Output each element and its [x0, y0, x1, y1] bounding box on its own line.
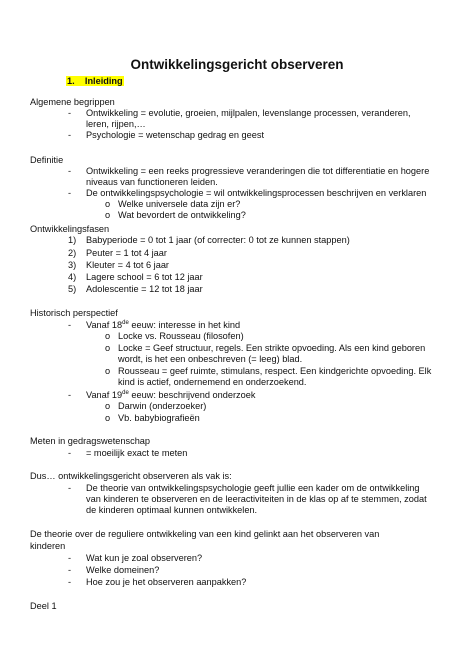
sub-list-marker: o	[105, 366, 111, 376]
sub-list-item-text: Locke vs. Rousseau (filosofen)	[118, 331, 244, 341]
list-item-text: Hoe zou je het observeren aanpakken?	[86, 577, 247, 587]
numbered-marker: 4)	[68, 272, 77, 282]
section-number: 1.	[67, 76, 75, 86]
sub-list-marker: o	[105, 343, 111, 353]
numbered-marker: 5)	[68, 284, 77, 294]
section-title: Inleiding	[84, 76, 123, 86]
numbered-item-text: Kleuter = 4 tot 6 jaar	[86, 260, 169, 270]
numbered-marker: 2)	[68, 248, 77, 258]
sub-list-item-text: Vb. babybiografieën	[118, 413, 200, 423]
list-item-text: Vanaf 18de eeuw: interesse in het kind	[86, 319, 241, 330]
list-marker: -	[68, 166, 72, 176]
list-item-text: niveaus van functioneren leiden.	[86, 177, 218, 187]
numbered-marker: 1)	[68, 235, 77, 245]
sub-list-marker: o	[105, 210, 111, 220]
list-item-text: Vanaf 19de eeuw: beschrijvend onderzoek	[86, 389, 256, 400]
numbered-marker: 3)	[68, 260, 77, 270]
numbered-item-text: Adolescentie = 12 tot 18 jaar	[86, 284, 203, 294]
sub-list-marker: o	[105, 413, 111, 423]
heading-ontwikkelingsfasen: Ontwikkelingsfasen	[30, 224, 110, 234]
heading-dus: Dus… ontwikkelingsgericht observeren als vak is:	[30, 471, 232, 481]
sub-list-marker: o	[105, 199, 111, 209]
list-marker: -	[68, 448, 72, 458]
sub-list-item-text: Locke = Geef structuur, regels. Een strikte opvoeding. Als een kind geboren	[118, 343, 426, 353]
heading-definitie: Definitie	[30, 155, 64, 165]
sub-list-item-text: Darwin (onderzoeker)	[118, 401, 207, 411]
list-item-text: de kinderen optimaal kunnen ontwikkelen.	[86, 505, 258, 515]
sub-list-item-text: Wat bevordert de ontwikkeling?	[118, 210, 246, 220]
list-item-text: Welke domeinen?	[86, 565, 160, 575]
heading-algemene-begrippen: Algemene begrippen	[30, 97, 115, 107]
list-marker: -	[68, 577, 72, 587]
section-highlight	[66, 76, 124, 86]
list-marker: -	[68, 320, 72, 330]
heading-meten: Meten in gedragswetenschap	[30, 436, 151, 446]
list-item-text: Wat kun je zoal observeren?	[86, 553, 203, 563]
list-marker: -	[68, 108, 72, 118]
list-item-text: Ontwikkeling = een reeks progressieve veranderingen die tot differentiatie en hogere	[86, 166, 430, 176]
heading-theorie: De theorie over de reguliere ontwikkeling van een kind gelinkt aan het observeren van	[30, 529, 380, 539]
sub-list-marker: o	[105, 331, 111, 341]
heading-historisch-perspectief: Historisch perspectief	[30, 308, 118, 318]
list-item-text: De theorie van ontwikkelingspsychologie geeft jullie een kader om de ontwikkeling	[86, 483, 420, 493]
list-item-text: De ontwikkelingspsychologie = wil ontwikkelingsprocessen beschrijven en verklaren	[86, 188, 427, 198]
heading-deel-1: Deel 1	[30, 601, 57, 611]
sub-list-item-text: kind is actief, ondernemend en onderzoekend.	[118, 377, 307, 387]
numbered-item-text: Peuter = 1 tot 4 jaar	[86, 248, 167, 258]
heading-theorie-cont: kinderen	[30, 541, 66, 551]
numbered-item-text: Lagere school = 6 tot 12 jaar	[86, 272, 203, 282]
sub-list-item-text: Welke universele data zijn er?	[118, 199, 241, 209]
sub-list-item-text: Rousseau = geef ruimte, stimulans, respect. Een kindgerichte opvoeding. Elk	[118, 366, 432, 376]
list-item-text: leren, rijpen,…	[86, 119, 146, 129]
list-marker: -	[68, 390, 72, 400]
list-marker: -	[68, 483, 72, 493]
sub-list-item-text: wordt, is het een onbeschreven (= leeg) blad.	[118, 354, 303, 364]
list-item-text: = moeilijk exact te meten	[86, 448, 188, 458]
list-marker: -	[68, 188, 72, 198]
section-heading-inleiding	[66, 76, 124, 86]
list-item-text: Ontwikkeling = evolutie, groeien, mijlpalen, levenslange processen, veranderen,	[86, 108, 411, 118]
document-title: Ontwikkelingsgericht observeren	[130, 57, 344, 72]
list-marker: -	[68, 130, 72, 140]
list-marker: -	[68, 553, 72, 563]
sub-list-marker: o	[105, 401, 111, 411]
numbered-item-text: Babyperiode = 0 tot 1 jaar (of correcter: 0 tot ze kunnen stappen)	[86, 235, 350, 245]
list-item-text: van kinderen te observeren en de leeractiviteiten in de klas op af te stemmen, zodat	[86, 494, 427, 504]
list-marker: -	[68, 565, 72, 575]
list-item-text: Psychologie = wetenschap gedrag en geest	[86, 130, 265, 140]
